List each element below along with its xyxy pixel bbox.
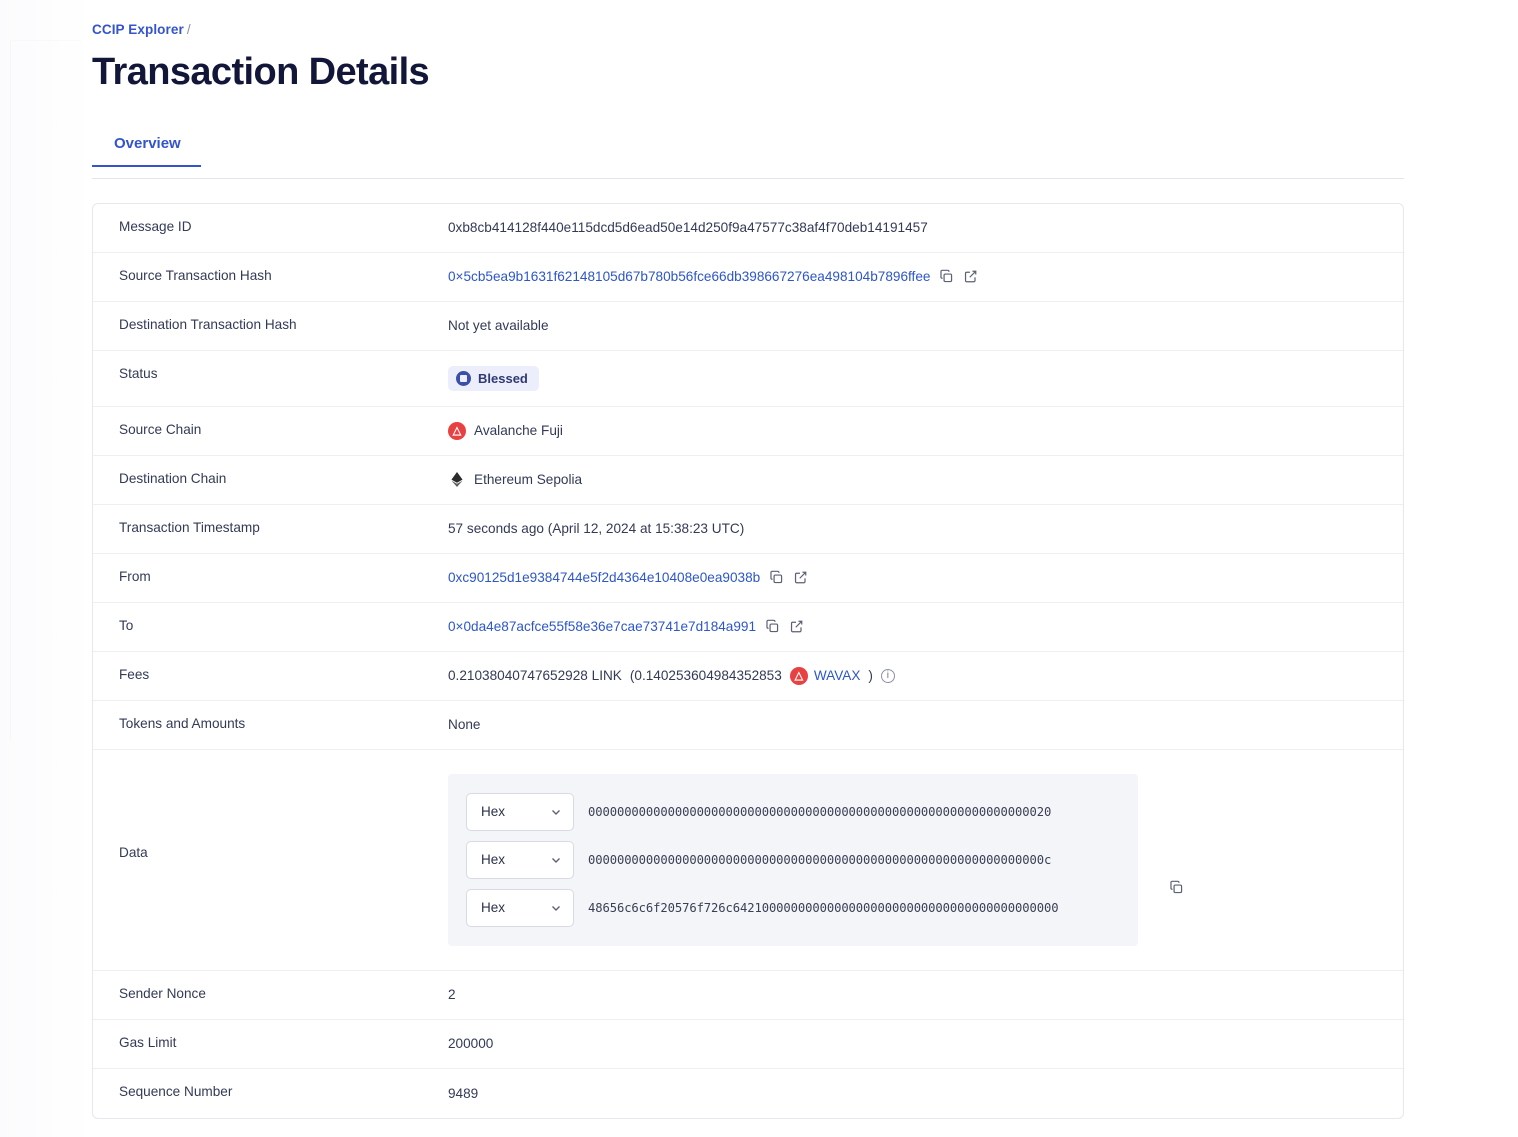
row-value [423, 351, 1403, 406]
status-badge [448, 366, 539, 391]
data-format-select[interactable] [466, 889, 574, 927]
page-title: Transaction Details [92, 51, 430, 93]
row-label: Transaction Timestamp [119, 519, 260, 535]
table-row-from [93, 554, 1403, 603]
from-address-link[interactable]: 0xc90125d1e9384744e5f2d4364e10408e0ea9038b [448, 570, 761, 586]
row-label: Fees [119, 666, 150, 682]
row-value [423, 971, 1403, 1019]
chevron-down-icon [550, 806, 562, 818]
row-label: Sequence Number [119, 1083, 233, 1099]
data-format-select[interactable] [466, 793, 574, 831]
table-row-sequence-number [93, 1069, 1403, 1118]
data-hex-value: 48656c6c6f20576f726c642100000000000000000000000000000000000000000 [588, 900, 1059, 915]
tokens-and-amounts-value: None [448, 717, 481, 733]
row-label: Source Transaction Hash [119, 267, 272, 283]
row-label: Tokens and Amounts [119, 715, 246, 731]
data-format-value: Hex [481, 804, 506, 820]
table-row-source-chain [93, 407, 1403, 456]
sender-nonce-value: 2 [448, 987, 456, 1003]
to-address-link[interactable]: 0×0da4e87acfce55f58e36e7cae73741e7d184a991 [448, 619, 757, 635]
row-label: Gas Limit [119, 1034, 177, 1050]
row-label: Message ID [119, 218, 192, 234]
row-value [423, 204, 1403, 252]
data-hex-value: 000000000000000000000000000000000000000000000000000000000000000c [588, 852, 1052, 867]
row-label: Status [119, 365, 158, 381]
chevron-down-icon [550, 854, 562, 866]
fees-primary-value: 0.21038040747652928 LINK [448, 668, 622, 684]
fees-secondary-value: (0.140253604984352853 [629, 668, 782, 684]
row-label: Destination Transaction Hash [119, 316, 297, 332]
row-value [423, 302, 1403, 350]
data-line [448, 788, 1138, 836]
page-content [92, 0, 1410, 1119]
external-link-icon[interactable] [788, 619, 804, 635]
table-row-gas-limit [93, 1020, 1403, 1069]
tab-overview[interactable]: Overview [92, 135, 201, 166]
data-panel [448, 774, 1138, 946]
data-line [448, 836, 1138, 884]
row-value [423, 505, 1403, 553]
row-label: To [119, 617, 134, 633]
row-value [423, 701, 1403, 749]
row-label: Source Chain [119, 421, 202, 437]
table-row-fees [93, 652, 1403, 701]
row-label: Data [119, 844, 148, 860]
source-chain-label: Avalanche Fuji [474, 423, 563, 439]
avalanche-icon: △ [790, 667, 808, 685]
table-row-sender-nonce [93, 971, 1403, 1020]
table-row-tokens-and-amounts [93, 701, 1403, 750]
table-row-to [93, 603, 1403, 652]
chevron-down-icon [550, 902, 562, 914]
destination-transaction-hash-value: Not yet available [448, 318, 549, 334]
row-value [423, 652, 1403, 700]
table-row-source-transaction-hash [93, 253, 1403, 302]
fees-token [790, 667, 861, 685]
tab-bar [92, 135, 1404, 179]
copy-icon[interactable] [938, 269, 954, 285]
data-line [448, 884, 1138, 932]
destination-chain-label: Ethereum Sepolia [474, 472, 583, 488]
table-row-data [93, 750, 1403, 971]
breadcrumb-link-ccip-explorer[interactable]: CCIP Explorer [92, 22, 184, 37]
sequence-number-value: 9489 [448, 1085, 479, 1101]
breadcrumb [92, 22, 1410, 37]
gas-limit-value: 200000 [448, 1036, 494, 1052]
fees-secondary-close: ) [868, 668, 873, 684]
data-lines [448, 788, 1138, 932]
data-format-value: Hex [481, 852, 506, 868]
row-value [423, 407, 1403, 455]
page-left-gutter [0, 0, 92, 1137]
status-badge-label: Blessed [478, 370, 528, 386]
row-label: Destination Chain [119, 470, 227, 486]
external-link-icon[interactable] [962, 269, 978, 285]
copy-icon[interactable] [768, 570, 784, 586]
ethereum-icon [448, 471, 466, 489]
row-value [423, 1069, 1403, 1118]
row-value [423, 750, 1403, 970]
row-value [423, 1020, 1403, 1068]
table-row-status [93, 351, 1403, 407]
row-label: From [119, 568, 151, 584]
breadcrumb-separator: / [186, 22, 191, 37]
table-row-message-id [93, 204, 1403, 253]
row-label: Sender Nonce [119, 985, 206, 1001]
row-value [423, 603, 1403, 651]
source-transaction-hash-link[interactable]: 0×5cb5ea9b1631f62148105d67b780b56fce66db398667276ea498104b7896ffee [448, 269, 931, 285]
data-hex-value: 0000000000000000000000000000000000000000000000000000000000000020 [588, 804, 1052, 819]
external-link-icon[interactable] [792, 570, 808, 586]
blessed-icon [456, 371, 471, 386]
copy-icon[interactable] [1168, 880, 1184, 896]
row-value [423, 554, 1403, 602]
data-format-select[interactable] [466, 841, 574, 879]
row-value [423, 456, 1403, 504]
wavax-token-link[interactable]: WAVAX [813, 668, 861, 684]
copy-icon[interactable] [764, 619, 780, 635]
details-table [92, 203, 1404, 1119]
message-id-value: 0xb8cb414128f440e115dcd5d6ead50e14d250f9a47577c38af4f70deb14191457 [448, 220, 928, 236]
table-row-transaction-timestamp [93, 505, 1403, 554]
row-value [423, 253, 1403, 301]
table-row-destination-transaction-hash [93, 302, 1403, 351]
table-row-destination-chain [93, 456, 1403, 505]
info-icon[interactable]: i [881, 669, 895, 683]
transaction-timestamp-value: 57 seconds ago (April 12, 2024 at 15:38:23 UTC) [448, 521, 745, 537]
data-format-value: Hex [481, 900, 506, 916]
avalanche-icon: △ [448, 422, 466, 440]
